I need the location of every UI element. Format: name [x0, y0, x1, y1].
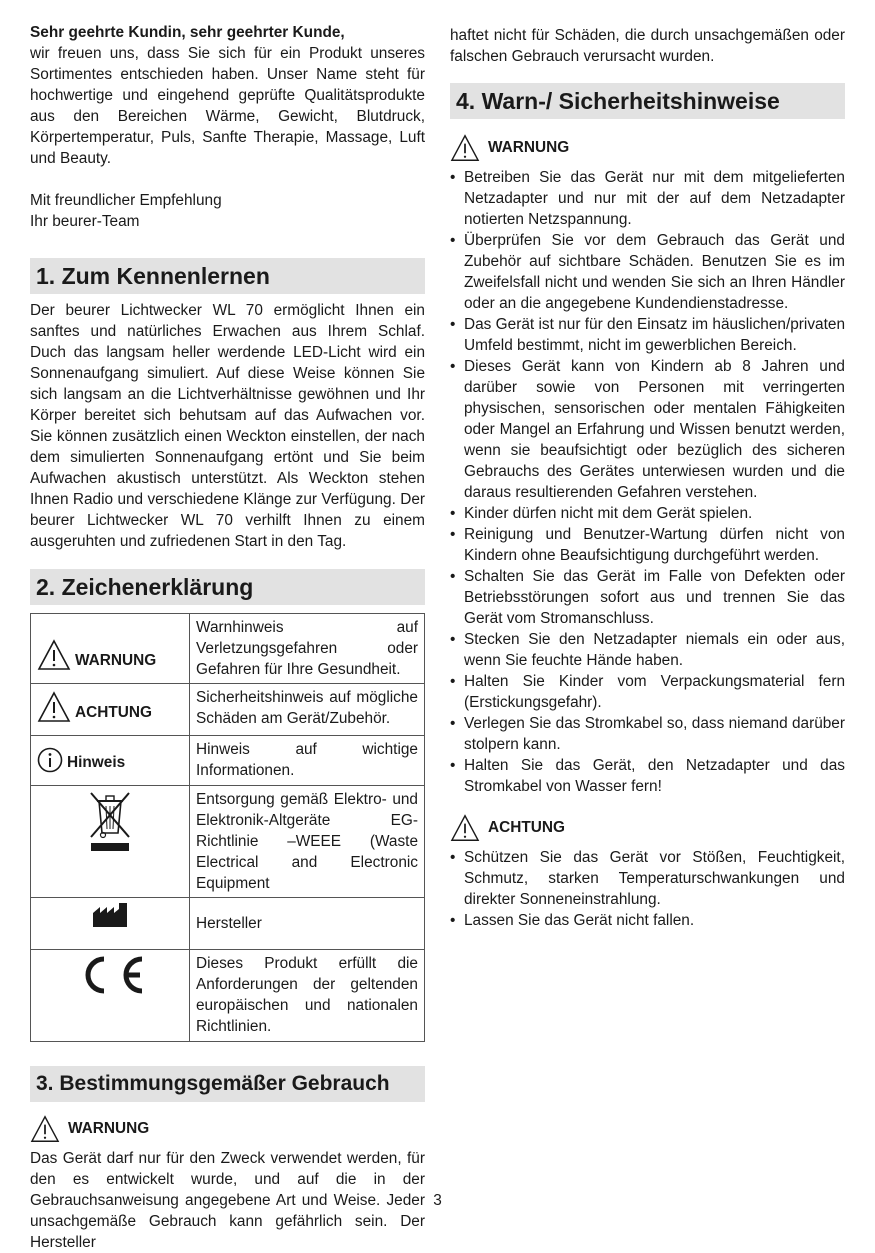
list-item: • Halten Sie das Gerät, den Netzadapter und das Stromkabel von Wasser fern! — [450, 755, 845, 797]
table-row — [31, 786, 425, 898]
list-item: • Dieses Gerät kann von Kindern ab 8 Jahren und darüber sowie von Personen mit verringerten physischen, sensorischen oder mentalen Fähigkeiten oder Mangel an Erfahrung und Wissen benutzt werden, wenn sie beaufsichtigt oder bezüglich des sicheren Gebrauchs des Gerätes unterwiesen wurden und die daraus resultierenden Gefahren verstehen. — [450, 356, 845, 503]
warning-label-text: WARNUNG — [488, 139, 570, 156]
ce-mark-icon — [72, 953, 148, 997]
section-gebrauch-text-continued: haftet nicht für Schäden, die durch unsachgemäßen oder falschen Gebrauch verursacht wurden. — [450, 27, 845, 65]
table-row — [31, 736, 425, 786]
symbol-cell — [31, 614, 190, 684]
section-kennenlernen-text: Der beurer Lichtwecker WL 70 ermöglicht Ihnen ein sanftes und natürliches Erwachen aus Ihrem Schlaf. Duch das langsam heller werdende LED-Licht wird ein Sonnenaufgang simuliert. Auf diese Weise können Sie sich langsam an die Lichtverhältnisse gewöhnen und Ihr Körper bereitet sich behutsam auf das Aufwachen vor. Sie können zusätzlich einen Weckton einstellen, der nach dem simulierten Sonnenaufgang ertönt und Sie beim Aufwachen akustisch unterstützt. Als Weckton stehen Ihnen Radio und verschiedene Klänge zur Verfügung. Der beurer Lichtwecker WL 70 verhilft Ihnen zu einem ausgeruhten und zufriedenen Start in den Tag. — [30, 302, 425, 550]
caution-label-text: ACHTUNG — [488, 819, 565, 836]
warning-list — [450, 167, 845, 797]
left-column — [30, 22, 425, 1253]
list-item: • Überprüfen Sie vor dem Gebrauch das Gerät und Zubehör auf sichtbare Schäden. Benutzen Sie es im Zweifelsfall nicht und wenden Sie sich an Ihren Händler oder an die angegebene Kundendienstadresse. — [450, 230, 845, 314]
description-cell: Dieses Produkt erfüllt die Anforderungen der geltenden europäischen und nationalen Richtlinien. — [190, 950, 425, 1042]
list-item: • Das Gerät ist nur für den Einsatz im häuslichen/privaten Umfeld bestimmt, nicht im gewerblichen Bereich. — [450, 314, 845, 356]
warning-triangle-icon — [30, 1115, 60, 1143]
symbol-cell — [31, 786, 190, 898]
symbol-label: ACHTUNG — [75, 704, 152, 721]
symbol-cell — [31, 950, 190, 1042]
symbol-label: WARNUNG — [75, 652, 157, 669]
symbol-cell — [31, 736, 190, 786]
info-circle-icon — [37, 747, 63, 773]
list-item: • Kinder dürfen nicht mit dem Gerät spielen. — [450, 503, 845, 524]
list-item: • Verlegen Sie das Stromkabel so, dass niemand darüber stolpern kann. — [450, 713, 845, 755]
table-row — [31, 614, 425, 684]
description-cell: Sicherheitshinweis auf mögliche Schäden am Gerät/Zubehör. — [190, 684, 425, 736]
intro-text: wir freuen uns, dass Sie sich für ein Produkt unseres Sortimentes entschieden haben. Unser Name steht für hochwertige und eingehend geprüfte Qualitätsprodukte aus den Bereichen Wärme, Gewicht, Blutdruck, Körpertemperatur, Puls, Sanfte Therapie, Massage, Luft und Beauty. — [30, 45, 425, 167]
closing-line-2: Ihr beurer-Team — [30, 213, 140, 230]
list-item: • Betreiben Sie das Gerät nur mit dem mitgelieferten Netzadapter und nur mit der auf dem Netzadapter notierten Netzspannung. — [450, 167, 845, 230]
greeting: Sehr geehrte Kundin, sehr geehrter Kunde, — [30, 24, 345, 41]
weee-bin-icon — [87, 789, 133, 853]
warning-label-text: WARNUNG — [68, 1120, 150, 1137]
section-heading-kennenlernen: 1. Zum Kennenlernen — [30, 258, 425, 294]
warning-triangle-icon — [450, 134, 480, 162]
warning-label — [450, 133, 845, 163]
list-item: • Lassen Sie das Gerät nicht fallen. — [450, 910, 845, 931]
list-item: • Reinigung und Benutzer-Wartung dürfen nicht von Kindern ohne Beaufsichtigung durchgeführt werden. — [450, 524, 845, 566]
description-cell: Entsorgung gemäß Elektro- und Elektronik-Altgeräte EG-Richtlinie –WEEE (Waste Electrical and Electronic Equipment — [190, 786, 425, 898]
warning-triangle-icon — [37, 691, 71, 723]
caution-label — [450, 813, 845, 843]
list-item: • Schützen Sie das Gerät vor Stößen, Feuchtigkeit, Schmutz, starken Temperaturschwankungen und direkter Sonneneinstrahlung. — [450, 847, 845, 910]
section-heading-bestimmungsgemaesser-gebrauch: 3. Bestimmungsgemäßer Gebrauch — [30, 1066, 425, 1102]
caution-list — [450, 847, 845, 931]
warning-triangle-icon — [450, 814, 480, 842]
list-item: • Schalten Sie das Gerät im Falle von Defekten oder Betriebsstörungen sofort aus und trennen Sie das Gerät vom Stromanschluss. — [450, 566, 845, 629]
section-heading-zeichenerklaerung: 2. Zeichenerklärung — [30, 569, 425, 605]
list-item: • Stecken Sie den Netzadapter niemals ein oder aus, wenn Sie feuchte Hände haben. — [450, 629, 845, 671]
table-row — [31, 898, 425, 950]
description-cell: Hersteller — [190, 898, 425, 950]
symbol-label: Hinweis — [67, 754, 126, 771]
warning-label — [30, 1114, 425, 1144]
description-cell: Hinweis auf wichtige Informationen. — [190, 736, 425, 786]
section-gebrauch-text: Das Gerät darf nur für den Zweck verwendet werden, für den es entwickelt wurde, und auf die in der Gebrauchsanweisung angegebene Art und Weise. Jeder unsachgemäße Gebrauch kann gefährlich sein. Der Hersteller — [30, 1150, 425, 1251]
page-number: 3 — [433, 1192, 442, 1209]
list-item: • Halten Sie Kinder vom Verpackungsmaterial fern (Erstickungsgefahr). — [450, 671, 845, 713]
closing-line-1: Mit freundlicher Empfehlung — [30, 192, 222, 209]
table-row — [31, 684, 425, 736]
table-row — [31, 950, 425, 1042]
warning-triangle-icon — [37, 639, 71, 671]
symbol-legend-table — [30, 613, 425, 1042]
symbol-cell — [31, 684, 190, 736]
right-column — [450, 25, 845, 931]
description-cell: Warnhinweis auf Verletzungsgefahren oder Gefahren für Ihre Gesundheit. — [190, 614, 425, 684]
manufacturer-icon — [91, 901, 129, 929]
symbol-cell — [31, 898, 190, 950]
section-heading-sicherheitshinweise: 4. Warn-/ Sicherheitshinweise — [450, 83, 845, 119]
